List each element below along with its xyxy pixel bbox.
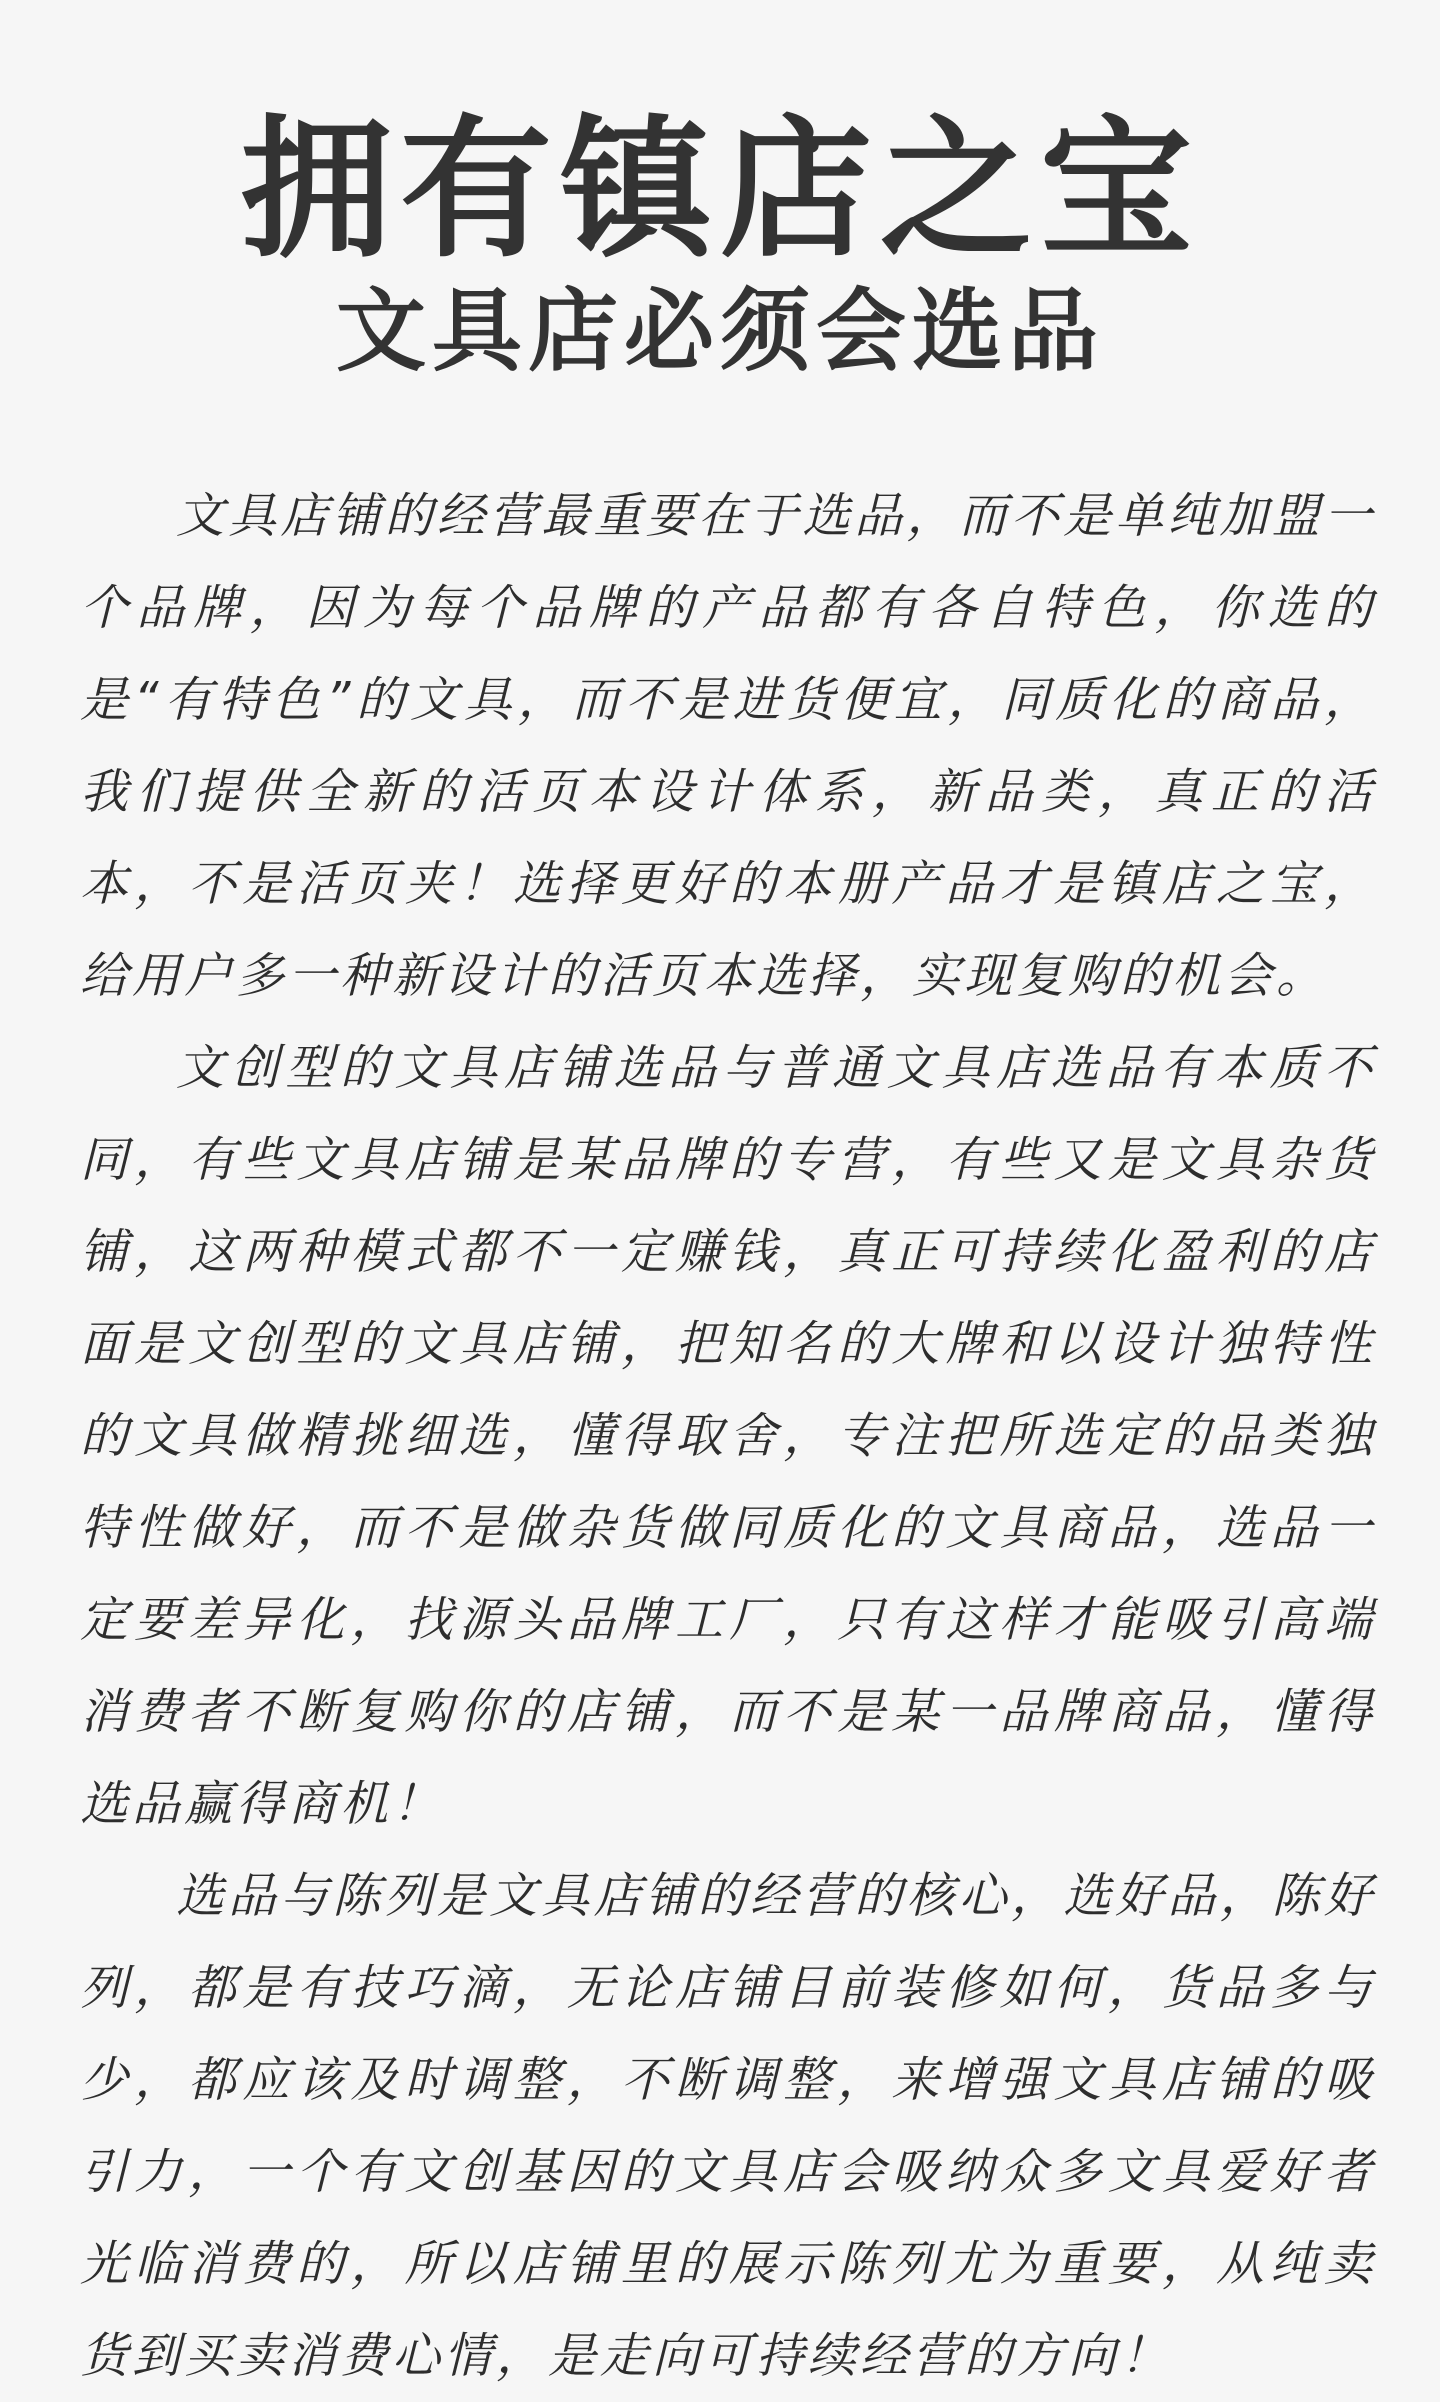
page-subtitle: 文具店必须会选品 [336, 279, 1104, 384]
article-body [80, 470, 1376, 2402]
paragraph-3: 选品与陈列是文具店铺的经营的核心，选好品，陈好列，都是有技巧滴，无论店铺目前装修如何，货品多与少，都应该及时调整，不断调整，来增强文具店铺的吸引力，一个有文创基因的文具店会吸纳众多文具爱好者光临消费的，所以店铺里的展示陈列尤为重要，从纯卖货到买卖消费心情，是走向可持续经营的方向！ [80, 1868, 1376, 2384]
paragraph-2: 文创型的文具店铺选品与普通文具店选品有本质不同，有些文具店铺是某品牌的专营，有些又是文具杂货铺，这两种模式都不一定赚钱，真正可持续化盈利的店面是文创型的文具店铺，把知名的大牌和以设计独特性的文具做精挑细选，懂得取舍，专注把所选定的品类独特性做好，而不是做杂货做同质化的文具商品，选品一定要差异化，找源头品牌工厂，只有这样才能吸引高端消费者不断复购你的店铺，而不是某一品牌商品，懂得选品赢得商机！ [80, 1040, 1376, 1832]
paragraph-1: 文具店铺的经营最重要在于选品，而不是单纯加盟一个品牌，因为每个品牌的产品都有各自特色，你选的是“有特色”的文具，而不是进货便宜，同质化的商品，我们提供全新的活页本设计体系，新品类，真正的活本，不是活页夹！选择更好的本册产品才是镇店之宝，给用户多一种新设计的活页本选择，实现复购的机会。 [80, 488, 1376, 1004]
page-title: 拥有镇店之宝 [240, 101, 1200, 278]
article-header [0, 0, 1440, 384]
